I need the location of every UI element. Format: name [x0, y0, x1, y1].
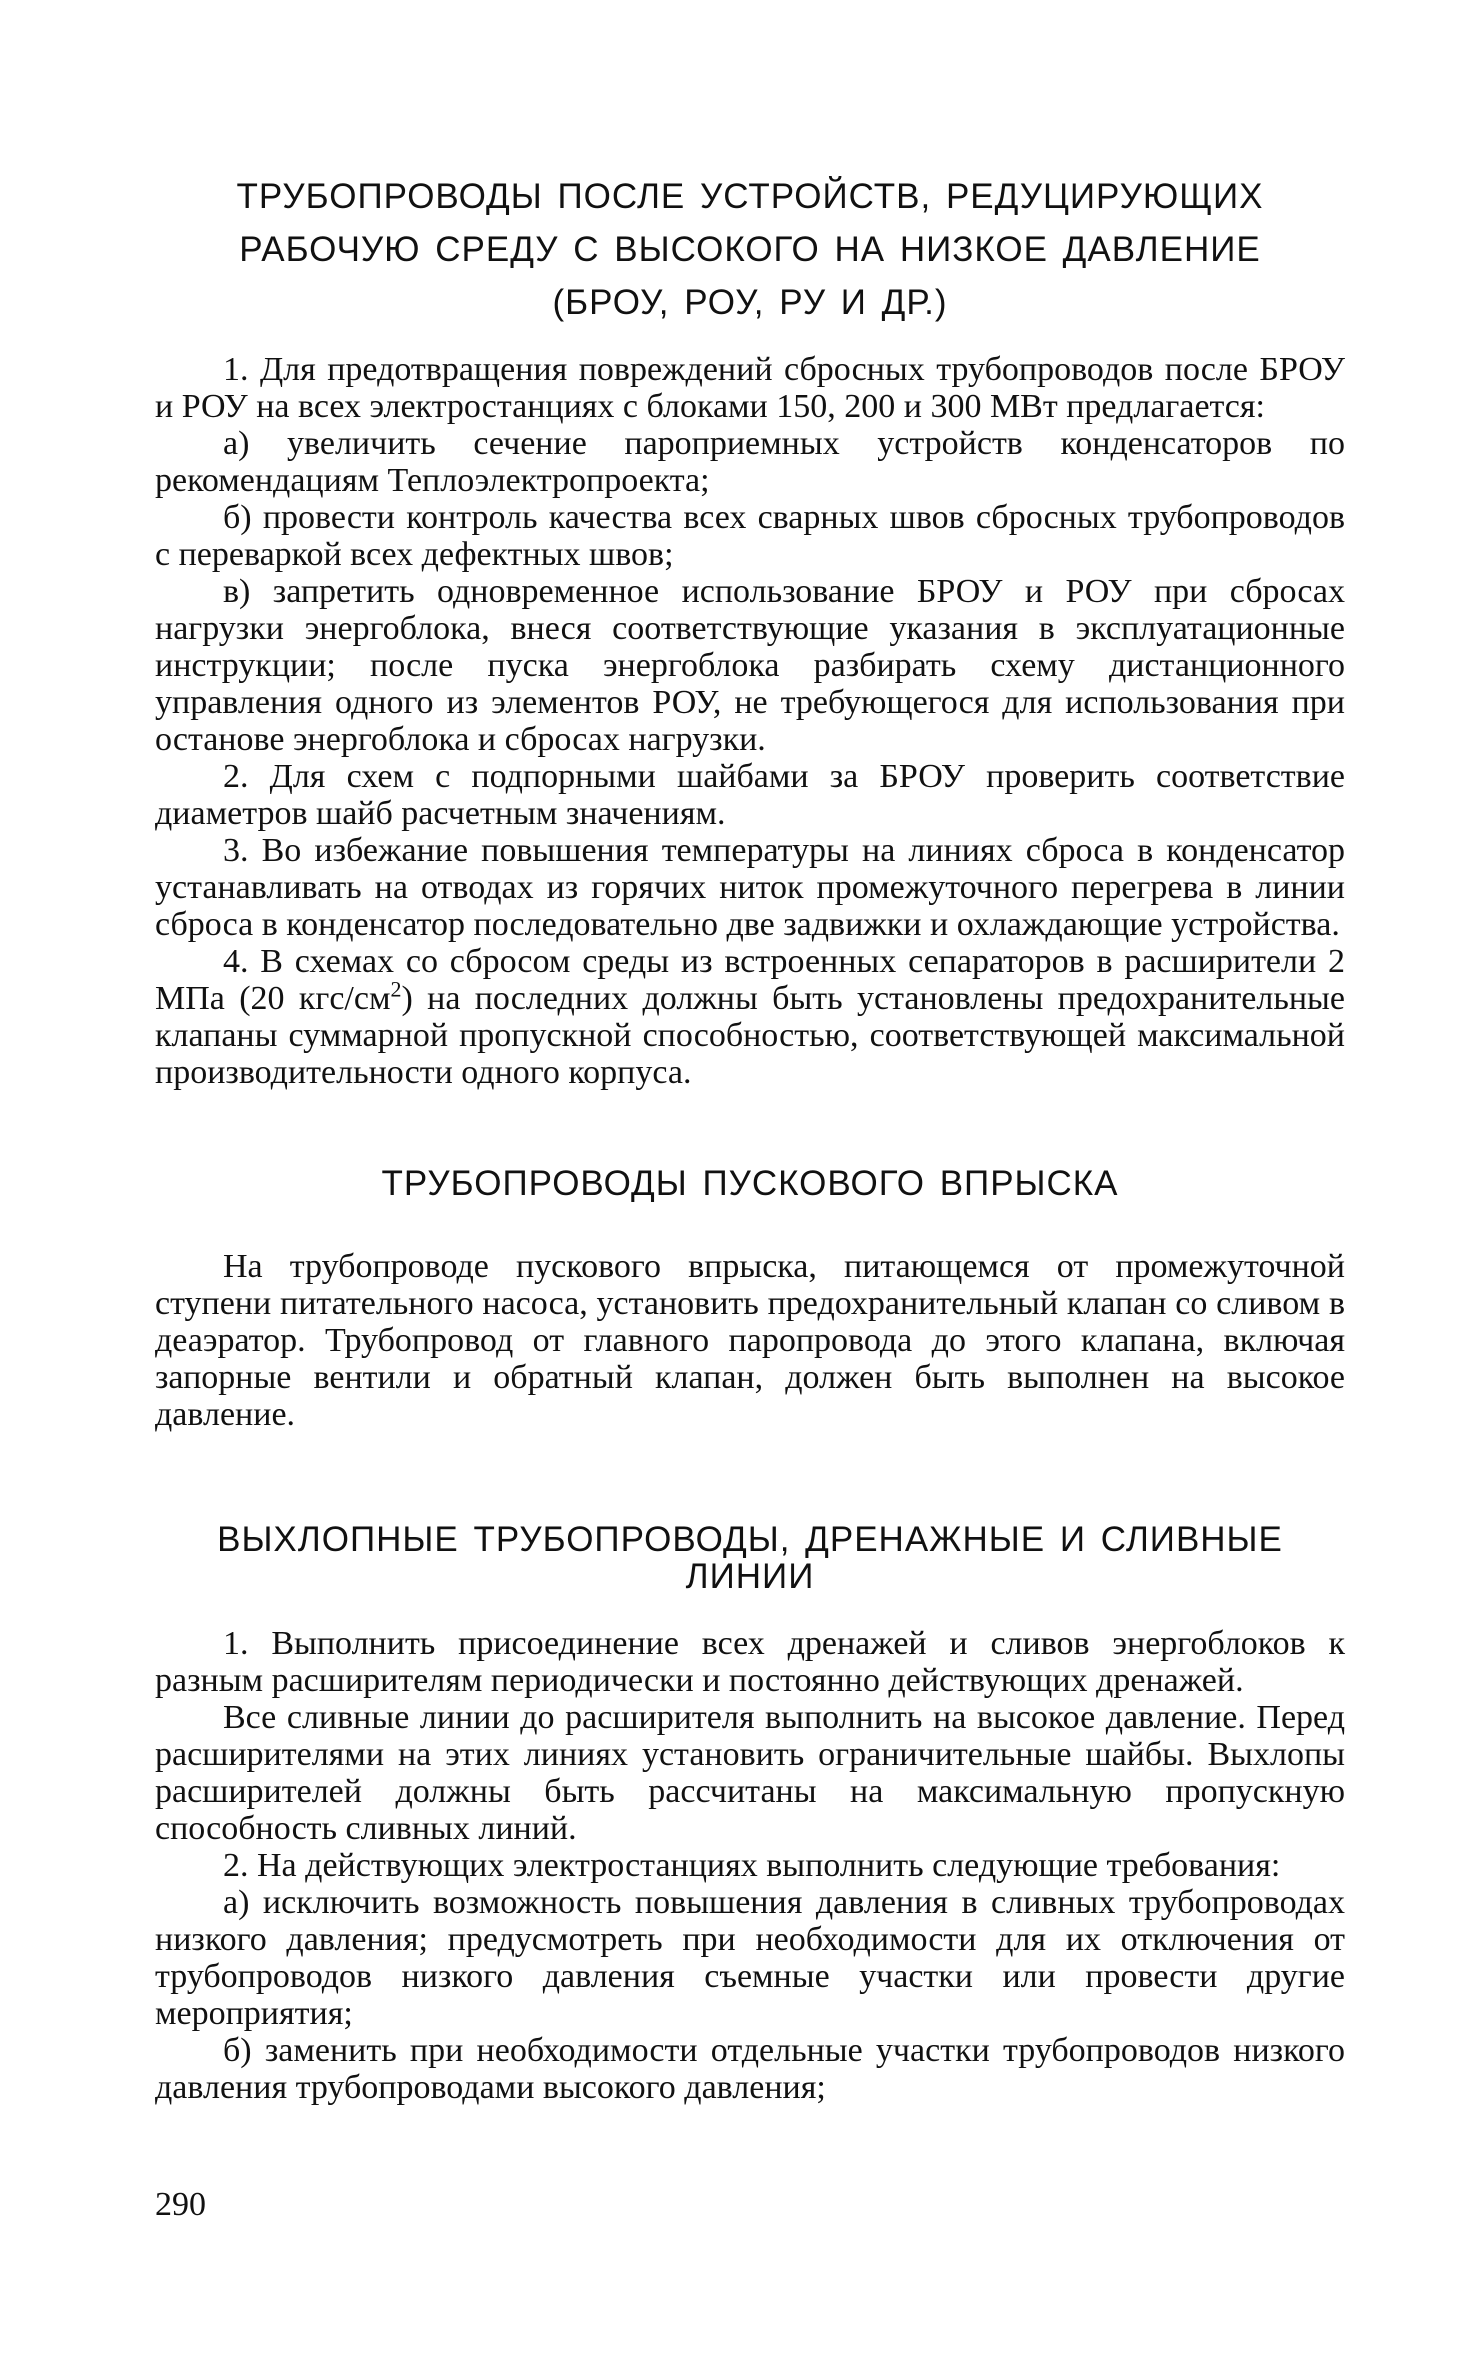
- section-title-line: (БРОУ, РОУ, РУ И ДР.): [552, 283, 948, 322]
- section-title-line: ЛИНИИ: [685, 1557, 815, 1596]
- paragraph: в) запретить одновременное использование БРОУ и РОУ при сбросах нагрузки энергоблока, внеся соответствующие указания в эксплуатационные инструкции; после пуска энергоблока разбирать схему дистанционного управления одного из элементов РОУ, не требующегося для использования при останове энергоблока и сбросах нагрузки.: [155, 573, 1345, 758]
- page-number: 290: [155, 2186, 206, 2223]
- paragraph: а) исключить возможность повышения давления в сливных трубопроводах низкого давления; предусмотреть при необходимости для их отключения от трубопроводов низкого давления съемные участки или провести другие мероприятия;: [155, 1884, 1345, 2032]
- paragraph: б) провести контроль качества всех сварных швов сбросных трубопроводов с переваркой всех дефектных швов;: [155, 499, 1345, 573]
- paragraph: 2. На действующих электростанциях выполнить следующие требования:: [223, 1847, 1281, 1884]
- section-title-line: ТРУБОПРОВОДЫ ПОСЛЕ УСТРОЙСТВ, РЕДУЦИРУЮЩИХ: [236, 177, 1264, 216]
- paragraph: б) заменить при необходимости отдельные участки трубопроводов низкого давления трубопроводами высокого давления;: [155, 2032, 1345, 2106]
- page-content: [155, 170, 1345, 2106]
- section-title-line: ВЫХЛОПНЫЕ ТРУБОПРОВОДЫ, ДРЕНАЖНЫЕ И СЛИВНЫЕ: [217, 1520, 1283, 1559]
- section-title-line: ТРУБОПРОВОДЫ ПУСКОВОГО ВПРЫСКА: [381, 1164, 1119, 1203]
- section-title-startup-injection: [155, 1157, 1345, 1210]
- paragraph: 1. Выполнить присоединение всех дренажей и сливов энергоблоков к разным расширителям периодически и постоянно действующих дренажей.: [155, 1625, 1345, 1699]
- paragraph: 3. Во избежание повышения температуры на линиях сброса в конденсатор устанавливать на отводах из горячих ниток промежуточного перегрева в линии сброса в конденсатор последовательно две задвижки и охлаждающие устройства.: [155, 832, 1345, 943]
- section-title-line: РАБОЧУЮ СРЕДУ С ВЫСОКОГО НА НИЗКОЕ ДАВЛЕНИЕ: [239, 230, 1261, 269]
- paragraph: На трубопроводе пускового впрыска, питающемся от промежуточной ступени питательного насоса, установить предохранительный клапан со сливом в деаэратор. Трубопровод от главного паропровода до этого клапана, включая запорные вентили и обратный клапан, должен быть выполнен на высокое давление.: [155, 1248, 1345, 1433]
- text-run: ) на последних должны быть установлены предохранительные клапаны суммарной пропускной способностью, соответствующей максимальной производительности одного корпуса.: [155, 980, 1345, 1091]
- paragraph: 2. Для схем с подпорными шайбами за БРОУ проверить соответствие диаметров шайб расчетным значениям.: [155, 758, 1345, 832]
- text-run: 4. В схемах со сбросом среды из встроенных сепараторов в расширители 2 МПа (20 кгс/см: [155, 943, 1345, 1017]
- section-title-reducing-devices: [155, 170, 1345, 329]
- paragraph: а) увеличить сечение пароприемных устройств конденсаторов по рекомендациям Теплоэлектропроекта;: [155, 425, 1345, 499]
- superscript: 2: [390, 976, 402, 1002]
- paragraph-4: [155, 943, 1345, 1091]
- section-title-exhaust-pipelines: [155, 1521, 1345, 1595]
- paragraph: Все сливные линии до расширителя выполнить на высокое давление. Перед расширителями на этих линиях установить ограничительные шайбы. Выхлопы расширителей должны быть рассчитаны на максимальную пропускную способность сливных линий.: [155, 1699, 1345, 1847]
- paragraph: 1. Для предотвращения повреждений сбросных трубопроводов после БРОУ и РОУ на всех электростанциях с блоками 150, 200 и 300 МВт предлагается:: [155, 351, 1345, 425]
